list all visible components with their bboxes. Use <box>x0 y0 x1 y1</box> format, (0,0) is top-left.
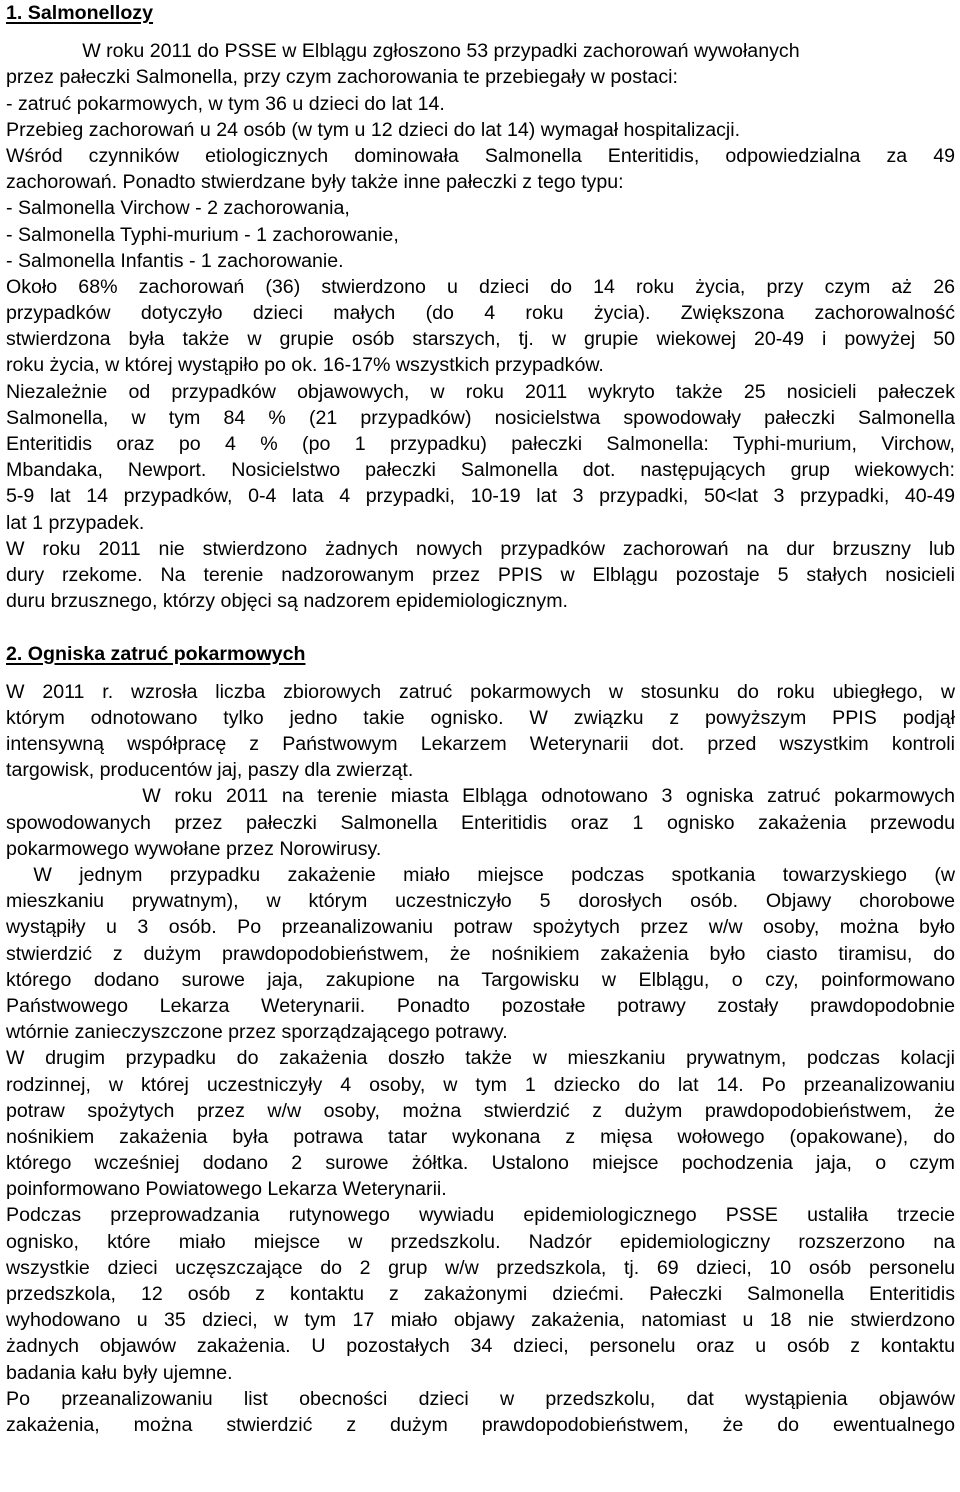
paragraph-line: Niezależnie od przypadków objawowych, w roku 2011 wykryto także 25 nosicieli pałeczek <box>6 380 955 403</box>
paragraph-line: rodzinnej, w której uczestniczyły 4 osoby, w tym 1 dziecko do lat 14. Po przeanalizowaniu <box>6 1073 955 1096</box>
paragraph-line: dury rzekome. Na terenie nadzorowanym przez PPIS w Elblągu pozostaje 5 stałych nosicieli <box>6 563 955 586</box>
paragraph-line: zakażenia, można stwierdzić z dużym prawdopodobieństwem, że do ewentualnego <box>6 1413 955 1436</box>
paragraph-line: lat 1 przypadek. <box>6 511 145 534</box>
paragraph-line: którym odnotowano tylko jedno takie ognisko. W związku z powyższym PPIS podjął <box>6 706 955 729</box>
paragraph-line: Po przeanalizowaniu list obecności dzieci w przedszkolu, dat wystąpienia objawów <box>6 1387 955 1410</box>
paragraph-line: roku życia, w której wystąpiło po ok. 16-17% wszystkich przypadków. <box>6 354 604 377</box>
paragraph-line: poinformowano Powiatowego Lekarza Weterynarii. <box>6 1178 447 1201</box>
paragraph-line: przedszkola, 12 osób z kontaktu z zakażonymi dziećmi. Pałeczki Salmonella Enteritidis <box>6 1283 955 1305</box>
paragraph-line: W roku 2011 do PSSE w Elblągu zgłoszono 53 przypadki zachorowań wywołanych <box>6 40 800 63</box>
paragraph-line: zachorowań. Ponadto stwierdzane były także inne pałeczki z tego typu: <box>6 171 624 194</box>
paragraph-line: intensywną współpracę z Państwowym Lekarzem Weterynarii dot. przed wszystkim kontroli <box>6 733 955 756</box>
paragraph-line: żadnych objawów zakażenia. U pozostałych 34 dzieci, personelu oraz u osób z kontaktu <box>6 1335 955 1358</box>
paragraph-line: Wśród czynników etiologicznych dominowała Salmonella Enteritidis, odpowiedzialna za 49 <box>6 144 955 167</box>
paragraph-line: targowisk, producentów jaj, paszy dla zwierząt. <box>6 759 414 782</box>
spacer <box>6 26 955 38</box>
document-page <box>6 0 955 1438</box>
paragraph-line: stwierdzona była także w grupie osób starszych, tj. w grupie wiekowej 20-49 i powyżej 50 <box>6 328 955 351</box>
paragraph-line: którego dodano surowe jaja, zakupione na Targowisku w Elblągu, o czy, poinformowano <box>6 968 955 991</box>
paragraph-line: przez pałeczki Salmonella, przy czym zachorowania te przebiegały w postaci: <box>6 66 678 89</box>
paragraph-line: - Salmonella Typhi-murium - 1 zachorowanie, <box>6 223 399 246</box>
paragraph-line: potraw spożytych przez w/w osoby, można stwierdzić z dużym prawdopodobieństwem, że <box>6 1099 955 1122</box>
paragraph-line: W jednym przypadku zakażenie miało miejsce podczas spotkania towarzyskiego (w <box>6 864 955 886</box>
paragraph-line: W roku 2011 na terenie miasta Elbląga odnotowano 3 ogniska zatruć pokarmowych <box>6 785 955 808</box>
paragraph-line: wyhodowano u 35 dzieci, w tym 17 miało objawy zakażenia, natomiast u 18 nie stwierdzono <box>6 1309 955 1332</box>
paragraph-line: przypadków dotyczyło dzieci małych (do 4 roku życia). Zwiększona zachorowalność <box>6 302 955 325</box>
paragraph-line: Mbandaka, Newport. Nosicielstwo pałeczki Salmonella dot. następujących grup wiekowych: <box>6 459 955 482</box>
paragraph-line: W 2011 r. wzrosła liczba zbiorowych zatruć pokarmowych w stosunku do roku ubiegłego, w <box>6 680 955 703</box>
paragraph-line: duru brzusznego, którzy objęci są nadzorem epidemiologicznym. <box>6 590 568 613</box>
paragraph-line: Enteritidis oraz po 4 % (po 1 przypadku) pałeczki Salmonella: Typhi-murium, Virchow, <box>6 433 955 455</box>
paragraph-line: którego wcześniej dodano 2 surowe żółtka. Ustalono miejsce pochodzenia jaja, o czym <box>6 1152 955 1175</box>
paragraph-line: wystąpiły u 3 osób. Po przeanalizowaniu potraw spożytych przez w/w osoby, można było <box>6 916 955 939</box>
paragraph-line: W drugim przypadku do zakażenia doszło także w mieszkaniu prywatnym, podczas kolacji <box>6 1047 955 1070</box>
paragraph-line: Około 68% zachorowań (36) stwierdzono u dzieci do 14 roku życia, przy czym aż 26 <box>6 275 955 298</box>
spacer <box>6 614 955 640</box>
section-heading: 2. Ogniska zatruć pokarmowych <box>6 642 306 665</box>
paragraph-line: stwierdzić z dużym prawdopodobieństwem, że nośnikiem zakażenia było ciasto tiramisu, do <box>6 942 955 965</box>
section-body <box>6 38 955 614</box>
paragraph-line: wtórnie zanieczyszczone przez sporządzającego potrawy. <box>6 1021 508 1044</box>
paragraph-line: pokarmowego wywołane przez Norowirusy. <box>6 837 382 860</box>
section-heading: 1. Salmonellozy <box>6 2 154 24</box>
paragraph-line: Podczas przeprowadzania rutynowego wywiadu epidemiologicznego PSSE ustaliła trzecie <box>6 1204 955 1227</box>
paragraph-line: Przebieg zachorowań u 24 osób (w tym u 12 dzieci do lat 14) wymagał hospitalizacji. <box>6 118 741 141</box>
paragraph-line: ognisko, które miało miejsce w przedszkolu. Nadzór epidemiologiczny rozszerzono na <box>6 1230 955 1253</box>
paragraph-line: spowodowanych przez pałeczki Salmonella Enteritidis oraz 1 ognisko zakażenia przewodu <box>6 811 955 834</box>
paragraph-line: mieszkaniu prywatnym), w którym uczestniczyło 5 dorosłych osób. Objawy chorobowe <box>6 890 955 913</box>
spacer <box>6 667 955 679</box>
paragraph-line: badania kału były ujemne. <box>6 1361 233 1384</box>
section-body <box>6 679 955 1438</box>
paragraph-line: Państwowego Lekarza Weterynarii. Ponadto pozostałe potrawy zostały prawdopodobnie <box>6 994 955 1017</box>
paragraph-line: - Salmonella Infantis - 1 zachorowanie. <box>6 249 344 272</box>
section-ogniska <box>6 641 955 1439</box>
section-salmonellozy <box>6 0 955 614</box>
paragraph-line: nośnikiem zakażenia była potrawa tatar wykonana z mięsa wołowego (opakowane), do <box>6 1125 955 1148</box>
paragraph-line: 5-9 lat 14 przypadków, 0-4 lata 4 przypadki, 10-19 lat 3 przypadki, 50<lat 3 przypadki, 40-49 <box>6 485 955 508</box>
paragraph-line: - zatruć pokarmowych, w tym 36 u dzieci do lat 14. <box>6 92 445 115</box>
paragraph-line: - Salmonella Virchow - 2 zachorowania, <box>6 197 350 220</box>
paragraph-line: Salmonella, w tym 84 % (21 przypadków) nosicielstwa spowodowały pałeczki Salmonella <box>6 406 955 429</box>
paragraph-line: wszystkie dzieci uczęszczające do 2 grup w/w przedszkola, tj. 69 dzieci, 10 osób personelu <box>6 1256 955 1279</box>
paragraph-line: W roku 2011 nie stwierdzono żadnych nowych przypadków zachorowań na dur brzuszny lub <box>6 537 955 560</box>
